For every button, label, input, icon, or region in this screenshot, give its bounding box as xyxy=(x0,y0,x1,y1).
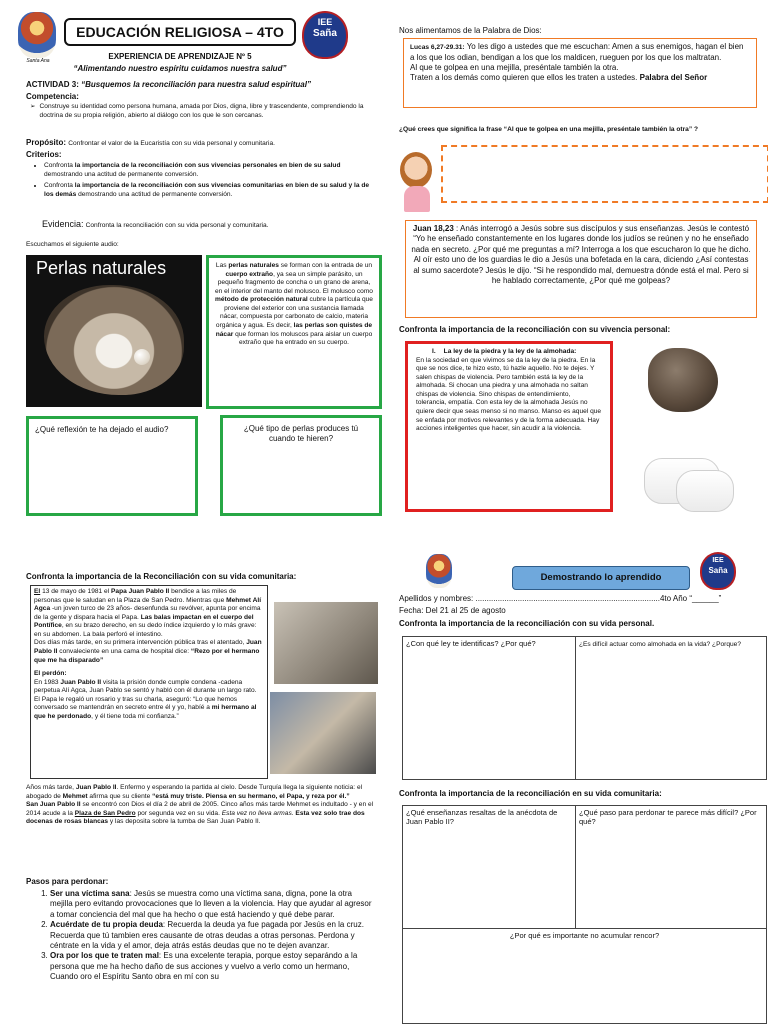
proposito-text: Confrontar el valor de la Eucaristía con su vida personal y comunitaria. xyxy=(68,140,275,147)
ley-box xyxy=(405,341,613,512)
pasos-list xyxy=(26,889,376,983)
assassination-attempt-photo xyxy=(270,692,376,774)
lucas-ref: Lucas 6,27-29.31: xyxy=(410,44,465,51)
perlas-image-title: Perlas naturales xyxy=(36,258,167,278)
dificil-almohada-cell[interactable] xyxy=(576,637,767,780)
actividad-text: “Busquemos la reconciliación para nuestra salud espiritual” xyxy=(81,80,311,89)
audio-label: Escuchamos el siguiente audio: xyxy=(26,241,119,248)
paso-item: 3. Ora por los que te traten mal: Es una excelente terapia, porque estoy separándo a la persona que me ha hecho daño de sus acciones y vuelvo a verlo como un hermano, Cuando oro el Espíritu Santo obra en mí con su xyxy=(50,951,376,982)
perlas-image xyxy=(26,255,202,407)
proposito-label: Propósito: xyxy=(26,138,66,147)
evidencia-text: Confronta la reconciliación con su vida personal y comunitaria. xyxy=(85,222,269,229)
lucas-end: Palabra del Señor xyxy=(639,73,708,83)
reflexion-answer-box[interactable] xyxy=(26,416,198,516)
oyster-shape xyxy=(44,285,184,395)
perlas-question: ¿Qué tipo de perlas produces tú cuando te hieren? xyxy=(243,424,359,444)
ley-identificas-question: ¿Con qué ley te identificas? ¿Por qué? xyxy=(406,639,536,648)
apellidos-field[interactable]: Apellidos y nombres: ...................................................................................4to Año “______” xyxy=(399,594,722,603)
criterios-label: Criterios: xyxy=(26,150,62,159)
evidencia-label: Evidencia: xyxy=(42,219,84,229)
juan-text: : Anás interrogó a Jesús sobre sus discípulos y sus enseñanzas. Jesús le contestó “Yo he enseñado constantemente en los lugares donde los judíos se reúnen y no he enseñado nada en secreto. ¿Por qué me preguntas a mí? Interroga a los que escucharon lo que he dicho. Al oír esto uno de los guardias le dio a Jesús una bofetada en la cara, diciendo ¿Así contestas al sumo sacerdote? Jesús le dijo. “Si he respondido mal, demuestra dónde está el mal. Pero si he hablado correctamente, ¿Por qué me golpeas? xyxy=(411,224,751,285)
story-box: El 13 de mayo de 1981 el Papa Juan Pablo II bendice a las miles de personas que le saludan en la Plaza de San Pedro. Mientras que Mehmet Alí Agca -un joven turco de 23 años- desenfunda su revólver, apunta por encima de la gente y dispara hacia el Papa. Las balas impactan en el cuerpo del Pontífice, en su brazo derecho, en su dedo índice izquierdo y lo más grave: en su abdomen. La bala perforó el intestino. Dos días más tarde, en su primera intervención pública tras el atentado, Juan Pablo II convaleciente en una cama de hospital dice: “Rezo por el hermano que me ha disparado” El perdón: En 1983 Juan Pablo II visita la prisión donde cumple condena -cadena perpetua Alí Agca, Juan Pablo se sentó y habló con él durante un largo rato. El Papa le regaló un rosario y tras su charla, aseguró: “Lo que hemos conversado se mantendrán en secreto entre él y yo, habíé a mi hermano al que he perdonado, y él tiene toda mi confianza.” xyxy=(30,585,268,779)
dificil-almohada-question: ¿Es difícil actuar como almohada en la vida? ¿Porque? xyxy=(579,641,741,648)
rencor-cell[interactable] xyxy=(403,929,767,1024)
pearl-shape xyxy=(134,349,150,365)
experiencia-title: EXPERIENCIA DE APRENDIZAJE Nº 5 xyxy=(108,52,252,61)
fecha-text: Fecha: Del 21 al 25 de agosto xyxy=(399,606,506,615)
after-text: Años más tarde, Juan Pablo II. Enfermo y esperando la partida al cielo. Desde Turquía llega la siguiente noticia: el abogado de Mehmet afirma que su cliente “está muy triste. Piensa en su hermano, el Papa, y reza por él.” San Juan Pablo II se encontró con Dios el día 2 de abril de 2005. Cinco años más tarde Mehmet es indultado - y en el 2014 acude a la Plaza de San Pedro por segunda vez en su vida. Esta vez no lleva armas. Esta vez solo trae dos docenas de rosas blancas y las deposita sobre la tumba de San Juan Pablo II. xyxy=(26,784,374,826)
confronta-personal-heading: Confronta la importancia de la reconciliación con su vivencia personal: xyxy=(399,325,671,334)
rock-image xyxy=(648,348,718,412)
proposito-line xyxy=(26,138,376,149)
frase-answer-box[interactable] xyxy=(441,145,768,203)
confronta-comunitaria-heading: Confronta la importancia de la Reconciliación con su vida comunitaria: xyxy=(26,572,297,581)
paso-dificil-cell[interactable] xyxy=(576,806,767,929)
ley-title: I. La ley de la piedra y la ley de la almohada: xyxy=(432,348,577,355)
criterios-list xyxy=(30,162,370,199)
confronta-vida-comunitaria-heading: Confronta la importancia de la reconciliación en su vida comunitaria: xyxy=(399,789,662,798)
juan-ref: Juan 18,23 xyxy=(412,224,454,233)
ley-text: En la sociedad en que vivimos se da la ley de la piedra. En la que se nos dice, te hizo esto, tú hazle aquello. No te dejes. Y salen chispas de violencia. Pero también está la ley de la almohada. Si chocan una piedra y una almohada no saltan chispas de violencia. Sino chispas de entendimiento, tolerancia, empatía. Con esta ley de la almohada Jesús no quiere decir que seas menso si no manso. Manso es aquel que se enfada por motivos relevantes y de la forma adecuada. Hay acciones inteligentes que hacer, sin acudir a la violencia. xyxy=(416,356,602,433)
lucas-box xyxy=(403,38,757,108)
palabra-label: Nos alimentamos de la Palabra de Dios: xyxy=(399,26,542,35)
rencor-question: ¿Por qué es importante no acumular rencor? xyxy=(509,931,660,940)
page-title: EDUCACIÓN RELIGIOSA – 4TO xyxy=(64,18,296,46)
arrow-bullet-icon: ➢ xyxy=(30,103,36,110)
reflexion-question: ¿Qué reflexión te ha dejado el audio? xyxy=(35,425,169,434)
lucas-text: Yo les digo a ustedes que me escuchan: Amen a sus enemigos, hagan el bien a los que los odian, bendigan a los que los maldicen, rueguen por los que los maltratan. xyxy=(410,42,744,62)
actividad-line xyxy=(26,80,376,90)
santa-ana-image-small xyxy=(426,554,452,588)
actividad-label: ACTIVIDAD 3: xyxy=(26,80,79,89)
lucas-text3: Traten a los demás como quieren que ellos les traten a ustedes. xyxy=(410,73,640,83)
paso-item: 2. Acuérdate de tu propia deuda: Recuerda la deuda ya fue pagada por Jesús en la cruz. Recuerda que tú tambien eres causante de otras deudas a otras personas. Perdona y céntrate en la vida y el amor, deja atrás estás deudas que no te dejen avanzar. xyxy=(50,920,376,951)
ensenanzas-cell[interactable] xyxy=(403,806,576,929)
competencia-label: Competencia: xyxy=(26,92,79,101)
ley-identificas-cell[interactable] xyxy=(403,637,576,780)
school-emblem xyxy=(302,11,348,59)
emblem-name-text: Saña xyxy=(313,28,337,40)
juan-box xyxy=(405,220,757,318)
pasos-title: Pasos para perdonar: xyxy=(26,877,109,886)
thinking-girl-icon xyxy=(400,152,432,188)
evidencia-line xyxy=(42,219,372,231)
personal-answer-table xyxy=(402,636,767,780)
comunitaria-answer-table xyxy=(402,805,767,1024)
confronta-vida-personal-heading: Confronta la importancia de la reconciliación con su vida personal. xyxy=(399,619,655,628)
perdon-title: El perdón: xyxy=(34,670,67,678)
paso-item: 1. Ser una víctima sana: Jesús se muestra como una víctima sana, digna, pone la otra mejilla pero evitando provocaciones que lo lleven a la violencia. Hay que ayudar al agresor a tomar conciencia del mal que ha hecho o que está haciendo y qué debe parar. xyxy=(50,889,376,920)
ensenanzas-question: ¿Qué enseñanzas resaltas de la anécdota de Juan Pablo II? xyxy=(406,808,558,827)
lucas-text2: Al que te golpea en una mejilla, preséntale también la otra. xyxy=(410,62,619,72)
demostrando-badge: Demostrando lo aprendido xyxy=(512,566,690,590)
school-emblem-small: IEE Saña xyxy=(700,552,736,590)
perlas-text-box: Las perlas naturales se forman con la entrada de un cuerpo extraño, ya sea un simple parásito, un pequeño fragmento de concha o un grano de arena, en el interior del manto del molusco. El molusco como método de protección natural cubre la partícula que proviene del exterior con una sustancia llamada nácar, compuesta por carbonato de calcio, materia orgánica y agua. Es decir, las perlas son quistes de nácar que forman los moluscos para aislar un cuerpo extraño que ha entrado en su cuerpo. xyxy=(206,255,382,409)
competencia-body: Construye su identidad como persona humana, amada por Dios, digna, libre y trascendente, comprendiendo la doctrina de su propia religión, abierto al diálogo con los que le son cercanas. xyxy=(39,103,364,119)
competencia-text xyxy=(30,103,375,120)
santa-ana-caption: Santa Ana xyxy=(26,58,50,64)
santa-ana-image xyxy=(18,12,56,58)
experiencia-lema: “Alimentando nuestro espíritu cuidamos nuestra salud” xyxy=(73,64,287,73)
paso-dificil-question: ¿Qué paso para perdonar te parece más difícil? ¿Por qué? xyxy=(579,808,757,827)
criterio-item: • Confronta la importancia de la reconciliación con sus vivencias personales en bien de su salud demostrando una actitud de permanente conversión. xyxy=(44,162,370,179)
pillow-image-2 xyxy=(676,470,734,512)
thinking-girl-body xyxy=(404,186,430,212)
criterio-item: • Confronta la importancia de la reconciliación con sus vivencias comunitarias en bien de su salud y la de los demás demostrando una actitud de permanente conversión. xyxy=(44,182,370,199)
perlas-answer-box[interactable] xyxy=(220,415,382,516)
prison-visit-photo xyxy=(274,602,378,684)
emblem-top-text: IEE xyxy=(317,17,333,27)
frase-question: ¿Qué crees que significa la frase “Al que te golpea en una mejilla, preséntale también la otra” ? xyxy=(399,126,699,133)
